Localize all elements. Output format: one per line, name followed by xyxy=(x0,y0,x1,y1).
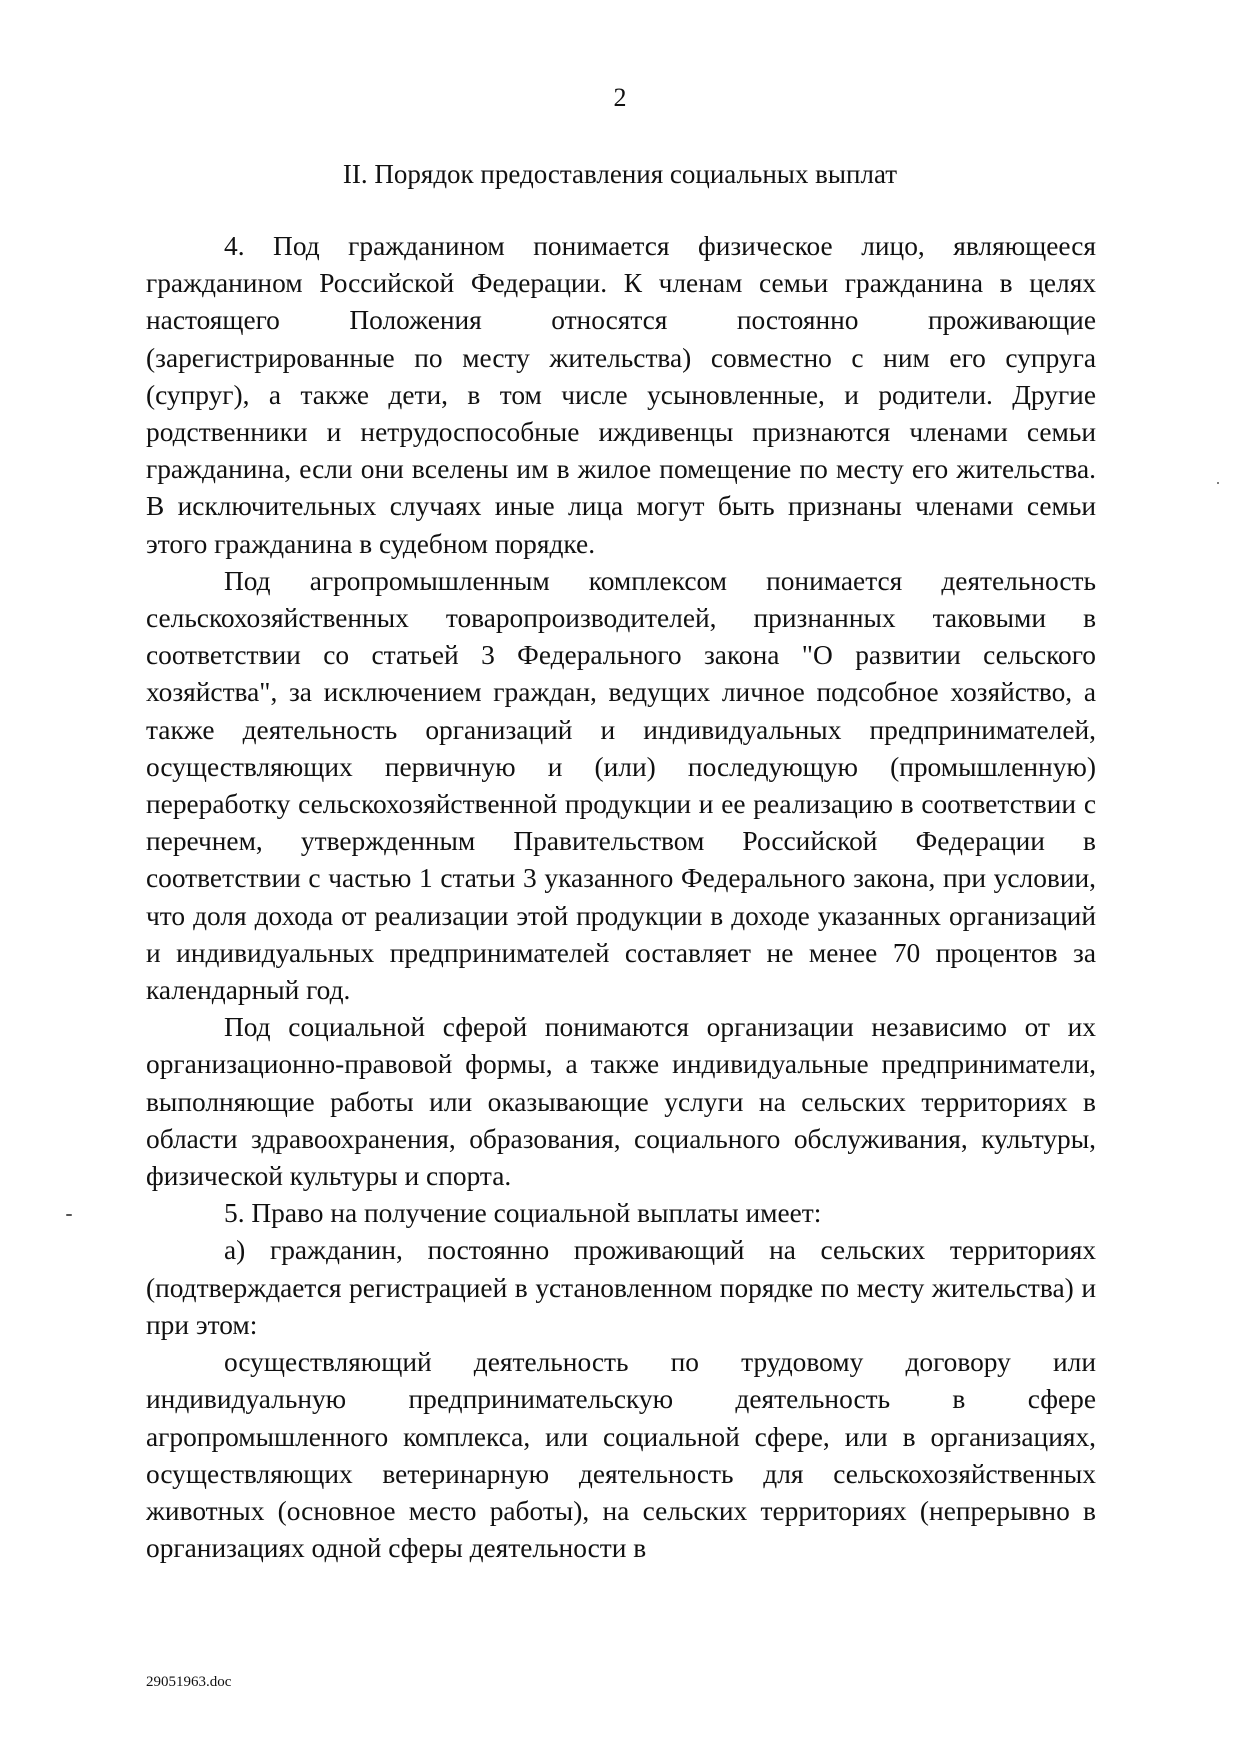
paragraph-agro-complex-definition: Под агропромышленным комплексом понимается деятельность сельскохозяйственных товаропроизводителей, признанных таковыми в соответствии со статьей 3 Федерального закона "О развитии сельского хозяйства", за исключением граждан, ведущих личное подсобное хозяйство, а также деятельность организаций и индивидуальных предпринимателей, осуществляющих первичную и (или) последующую (промышленную) переработку сельскохозяйственной продукции и ее реализацию в соответствии с перечнем, утвержденным Правительством Российской Федерации в соответствии с частью 1 статьи 3 указанного Федерального закона, при условии, что доля дохода от реализации этой продукции в доходе указанных организаций и индивидуальных предпринимателей составляет не менее 70 процентов за календарный год. xyxy=(146,565,1096,1006)
footer-doc-id: 29051963.doc xyxy=(146,1674,232,1690)
paragraph-5-eligibility: 5. Право на получение социальной выплаты имеет: xyxy=(224,1198,822,1229)
paragraph-5a-employment: осуществляющий деятельность по трудовому договору или индивидуальную предпринимательскую деятельность в сфере агропромышленного комплекса, или социальной сфере, или в организациях, осуществляющих ветеринарную деятельность для сельскохозяйственных животных (основное место работы), на сельских территориях (непрерывно в организациях одной сферы деятельности в xyxy=(146,1347,1096,1564)
page-number: 2 xyxy=(613,83,627,112)
paragraph-4-citizen-definition: 4. Под гражданином понимается физическое лицо, являющееся гражданином Российской Федерации. К членам семьи гражданина в целях настоящего Положения относятся постоянно проживающие (зарегистрированные по месту жительства) совместно с ним его супруга (супруг), а также дети, в том числе усыновленные, и родители. Другие родственники и нетрудоспособные иждивенцы признаются членами семьи гражданина, если они вселены им в жилое помещение по месту его жительства. В исключительных случаях иные лица могут быть признаны членами семьи этого гражданина в судебном порядке. xyxy=(146,231,1096,559)
document-body xyxy=(146,228,1096,1567)
paragraph-social-sphere-definition: Под социальной сферой понимаются организации независимо от их организационно-правовой формы, а также индивидуальные предприниматели, выполняющие работы или оказывающие услуги на сельских территориях в области здравоохранения, образования, социального обслуживания, культуры, физической культуры и спорта. xyxy=(146,1012,1096,1192)
section-title: II. Порядок предоставления социальных выплат xyxy=(342,159,898,189)
scan-speck xyxy=(1217,482,1219,484)
scan-speck xyxy=(66,1214,72,1216)
paragraph-5a-citizen: а) гражданин, постоянно проживающий на сельских территориях (подтверждается регистрацией в установленном порядке по месту жительства) и при этом: xyxy=(146,1235,1096,1340)
